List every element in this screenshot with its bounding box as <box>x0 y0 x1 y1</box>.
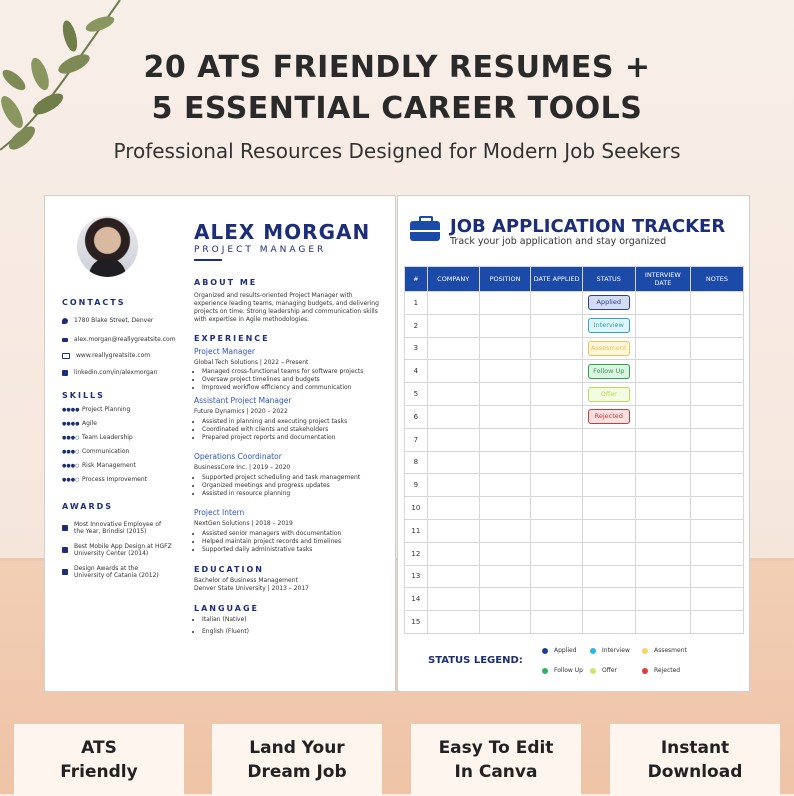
row-number: 8 <box>405 451 428 474</box>
skill-level-icon: ●●●○ <box>62 448 80 455</box>
table-row <box>405 588 744 611</box>
table-cell <box>582 451 635 474</box>
job-bullets: • Assisted senior managers with documentation • Helped maintain project records and timelines • Supported daily administrative tasks <box>194 530 384 554</box>
table-cell <box>479 383 531 406</box>
linkedin-icon <box>62 370 68 376</box>
skill-item: ●●●○ Team Leadership <box>62 434 133 441</box>
legend-item: Assesment <box>642 647 687 654</box>
legend-item: Offer <box>590 667 617 674</box>
table-cell <box>531 542 582 565</box>
job-company: Future Dynamics | 2020 – 2022 <box>194 408 288 415</box>
table-cell <box>582 428 635 451</box>
table-cell <box>582 542 635 565</box>
table-cell <box>690 337 743 360</box>
education-degree: Bachelor of Business Management <box>194 577 298 584</box>
table-row <box>405 337 744 360</box>
status-cell <box>582 383 635 406</box>
skill-item: ●●●● Agile <box>62 420 97 427</box>
row-number: 14 <box>405 588 428 611</box>
legend-dot-icon <box>542 668 548 674</box>
skill-level-icon: ●●●○ <box>62 462 80 469</box>
table-cell <box>582 565 635 588</box>
table-cell <box>690 383 743 406</box>
table-cell <box>635 405 690 428</box>
table-cell <box>427 292 479 315</box>
row-number: 1 <box>405 292 428 315</box>
status-legend-title: STATUS LEGEND: <box>428 655 523 666</box>
education-heading: EDUCATION <box>194 565 264 574</box>
row-number: 15 <box>405 611 428 634</box>
table-cell <box>635 565 690 588</box>
skill-level-icon: ●●●○ <box>62 434 80 441</box>
contact-address: 1780 Blake Street, Denver <box>62 317 153 324</box>
resume-role: PROJECT MANAGER <box>194 245 327 255</box>
language-list: • Italian (Native) • English (Fluent) <box>194 616 249 636</box>
table-cell <box>635 474 690 497</box>
bookmark-icon <box>62 547 68 553</box>
table-cell <box>531 451 582 474</box>
experience-heading: EXPERIENCE <box>194 334 270 343</box>
column-header: STATUS <box>582 267 635 292</box>
contacts-heading: CONTACTS <box>62 298 126 307</box>
table-cell <box>690 360 743 383</box>
table-cell <box>427 405 479 428</box>
table-cell <box>479 497 531 520</box>
divider <box>194 259 222 261</box>
awards-heading: AWARDS <box>62 502 114 511</box>
job-title: Project Intern <box>194 508 245 517</box>
job-company: Global Tech Solutions | 2022 – Present <box>194 359 309 366</box>
row-number: 4 <box>405 360 428 383</box>
table-cell <box>635 519 690 542</box>
legend-item: Follow Up <box>542 667 583 674</box>
table-cell <box>690 292 743 315</box>
table-cell <box>690 519 743 542</box>
briefcase-icon <box>410 221 440 241</box>
location-icon <box>62 318 68 324</box>
table-header-row <box>405 267 744 292</box>
row-number: 5 <box>405 383 428 406</box>
legend-dot-icon <box>642 668 648 674</box>
table-cell <box>635 383 690 406</box>
about-text: Organized and results-oriented Project Manager with experience leading teams, managing budgets, and delivering projects on time. Strong leadership and communication skills with expertise in Agile methodologies. <box>194 292 379 323</box>
feature-ats-friendly: ATS Friendly <box>14 724 184 796</box>
language-heading: LANGUAGE <box>194 604 260 613</box>
avatar <box>77 216 138 277</box>
education-school: Denver State University | 2013 – 2017 <box>194 585 309 592</box>
bookmark-icon <box>62 569 68 575</box>
status-cell <box>582 314 635 337</box>
table-row <box>405 292 744 315</box>
table-cell <box>427 451 479 474</box>
table-cell <box>635 360 690 383</box>
status-badge: Applied <box>588 295 630 310</box>
contact-website: www.reallygreatsite.com <box>62 352 150 359</box>
job-company: NextGen Solutions | 2018 – 2019 <box>194 520 293 527</box>
skill-level-icon: ●●●● <box>62 406 80 413</box>
table-cell <box>582 497 635 520</box>
table-row <box>405 383 744 406</box>
table-cell <box>690 542 743 565</box>
resume-preview <box>44 195 396 692</box>
headline-line-1: 20 ATS FRIENDLY RESUMES + <box>143 50 651 85</box>
row-number: 3 <box>405 337 428 360</box>
legend-item: Applied <box>542 647 577 654</box>
table-row <box>405 611 744 634</box>
status-badge: Rejected <box>588 409 630 424</box>
table-cell <box>531 405 582 428</box>
table-row <box>405 565 744 588</box>
table-cell <box>635 588 690 611</box>
award-item: Most Innovative Employee of the Year, Brindisi (2015) <box>62 521 161 535</box>
table-cell <box>427 383 479 406</box>
table-cell <box>635 428 690 451</box>
table-cell <box>690 405 743 428</box>
column-header: INTERVIEW DATE <box>635 267 690 292</box>
status-badge: Offer <box>588 387 630 402</box>
tracker-title: JOB APPLICATION TRACKER <box>450 216 726 237</box>
table-cell <box>635 292 690 315</box>
table-cell <box>635 542 690 565</box>
tracker-subtitle: Track your job application and stay organized <box>450 236 667 247</box>
table-cell <box>479 292 531 315</box>
award-item: Design Awards at the University of Catania (2012) <box>62 565 159 579</box>
table-cell <box>690 314 743 337</box>
table-cell <box>635 611 690 634</box>
table-cell <box>635 451 690 474</box>
table-cell <box>690 565 743 588</box>
table-cell <box>690 497 743 520</box>
status-badge: Interview <box>588 318 630 333</box>
table-cell <box>582 474 635 497</box>
row-number: 12 <box>405 542 428 565</box>
skill-item: ●●●○ Communication <box>62 448 130 455</box>
table-cell <box>582 588 635 611</box>
table-cell <box>635 497 690 520</box>
table-cell <box>582 519 635 542</box>
skill-item: ●●●○ Process Improvement <box>62 476 148 483</box>
table-row <box>405 497 744 520</box>
status-cell <box>582 337 635 360</box>
row-number: 6 <box>405 405 428 428</box>
skill-level-icon: ●●●○ <box>62 476 80 483</box>
table-cell <box>690 474 743 497</box>
row-number: 9 <box>405 474 428 497</box>
table-cell <box>690 611 743 634</box>
table-cell <box>531 519 582 542</box>
table-row <box>405 428 744 451</box>
table-cell <box>427 611 479 634</box>
table-cell <box>427 314 479 337</box>
table-row <box>405 314 744 337</box>
table-row <box>405 360 744 383</box>
table-cell <box>531 360 582 383</box>
skills-heading: SKILLS <box>62 391 105 400</box>
feature-easy-edit-canva: Easy To Edit In Canva <box>411 724 581 796</box>
award-item: Best Mobile App Design at HGFZ University Center (2014) <box>62 543 172 557</box>
feature-instant-download: Instant Download <box>610 724 780 796</box>
table-cell <box>531 337 582 360</box>
table-cell <box>479 565 531 588</box>
row-number: 7 <box>405 428 428 451</box>
status-badge: Assesment <box>588 341 630 356</box>
subtitle: Professional Resources Designed for Modern Job Seekers <box>113 139 681 163</box>
row-number: 11 <box>405 519 428 542</box>
job-bullets: • Assisted in planning and executing project tasks • Coordinated with clients and stakeholders • Prepared project reports and documentation <box>194 418 384 442</box>
table-cell <box>531 314 582 337</box>
column-header: NOTES <box>690 267 743 292</box>
table-cell <box>531 292 582 315</box>
about-heading: ABOUT ME <box>194 278 258 287</box>
table-row <box>405 451 744 474</box>
table-cell <box>427 360 479 383</box>
legend-item: Interview <box>590 647 630 654</box>
legend-dot-icon <box>642 648 648 654</box>
table-cell <box>635 314 690 337</box>
contact-email: alex.morgan@reallygreatsite.com <box>62 336 176 343</box>
table-row <box>405 405 744 428</box>
table-cell <box>531 565 582 588</box>
table-cell <box>427 519 479 542</box>
table-cell <box>479 474 531 497</box>
table-cell <box>479 542 531 565</box>
table-cell <box>479 428 531 451</box>
job-bullets: • Supported project scheduling and task management • Organized meetings and progress updates • Assisted in resource planning <box>194 474 384 498</box>
table-cell <box>479 519 531 542</box>
column-header: # <box>405 267 428 292</box>
row-number: 10 <box>405 497 428 520</box>
table-cell <box>582 611 635 634</box>
tracker-table <box>404 266 744 634</box>
status-cell <box>582 292 635 315</box>
legend-dot-icon <box>542 648 548 654</box>
table-cell <box>531 428 582 451</box>
column-header: DATE APPLIED <box>531 267 582 292</box>
table-cell <box>531 588 582 611</box>
table-cell <box>479 611 531 634</box>
table-cell <box>690 588 743 611</box>
job-title: Operations Coordinator <box>194 452 282 461</box>
job-tracker-preview <box>397 195 750 692</box>
skill-item: ●●●○ Risk Management <box>62 462 136 469</box>
column-header: COMPANY <box>427 267 479 292</box>
table-row <box>405 542 744 565</box>
table-row <box>405 519 744 542</box>
table-cell <box>427 428 479 451</box>
bookmark-icon <box>62 525 68 531</box>
table-cell <box>479 405 531 428</box>
status-cell <box>582 360 635 383</box>
feature-land-dream-job: Land Your Dream Job <box>212 724 382 796</box>
contact-linkedin: linkedin.com/in/alexmorgan <box>62 369 157 376</box>
legend-dot-icon <box>590 668 596 674</box>
legend-dot-icon <box>590 648 596 654</box>
headline-line-2: 5 ESSENTIAL CAREER TOOLS <box>151 91 643 126</box>
skill-item: ●●●● Project Planning <box>62 406 131 413</box>
resume-name: ALEX MORGAN <box>194 220 371 244</box>
table-cell <box>427 588 479 611</box>
table-cell <box>531 497 582 520</box>
skill-level-icon: ●●●● <box>62 420 80 427</box>
table-cell <box>479 314 531 337</box>
job-title: Project Manager <box>194 347 255 356</box>
table-cell <box>427 565 479 588</box>
table-row <box>405 474 744 497</box>
table-cell <box>427 337 479 360</box>
status-badge: Follow Up <box>588 364 630 379</box>
table-cell <box>531 611 582 634</box>
status-cell <box>582 405 635 428</box>
column-header: POSITION <box>479 267 531 292</box>
table-cell <box>479 360 531 383</box>
table-cell <box>690 451 743 474</box>
table-cell <box>690 428 743 451</box>
table-cell <box>427 497 479 520</box>
table-cell <box>531 383 582 406</box>
mail-icon <box>62 338 68 342</box>
job-title: Assistant Project Manager <box>194 396 292 405</box>
job-bullets: • Managed cross-functional teams for software projects • Oversaw project timelines and budgets • Improved workflow efficiency and communication <box>194 368 384 392</box>
table-cell <box>479 337 531 360</box>
table-cell <box>635 337 690 360</box>
row-number: 13 <box>405 565 428 588</box>
monitor-icon <box>62 353 70 359</box>
legend-item: Rejected <box>642 667 680 674</box>
row-number: 2 <box>405 314 428 337</box>
job-company: BusinessCore Inc. | 2019 – 2020 <box>194 464 291 471</box>
table-cell <box>479 588 531 611</box>
table-cell <box>427 542 479 565</box>
table-cell <box>531 474 582 497</box>
table-cell <box>427 474 479 497</box>
table-cell <box>479 451 531 474</box>
